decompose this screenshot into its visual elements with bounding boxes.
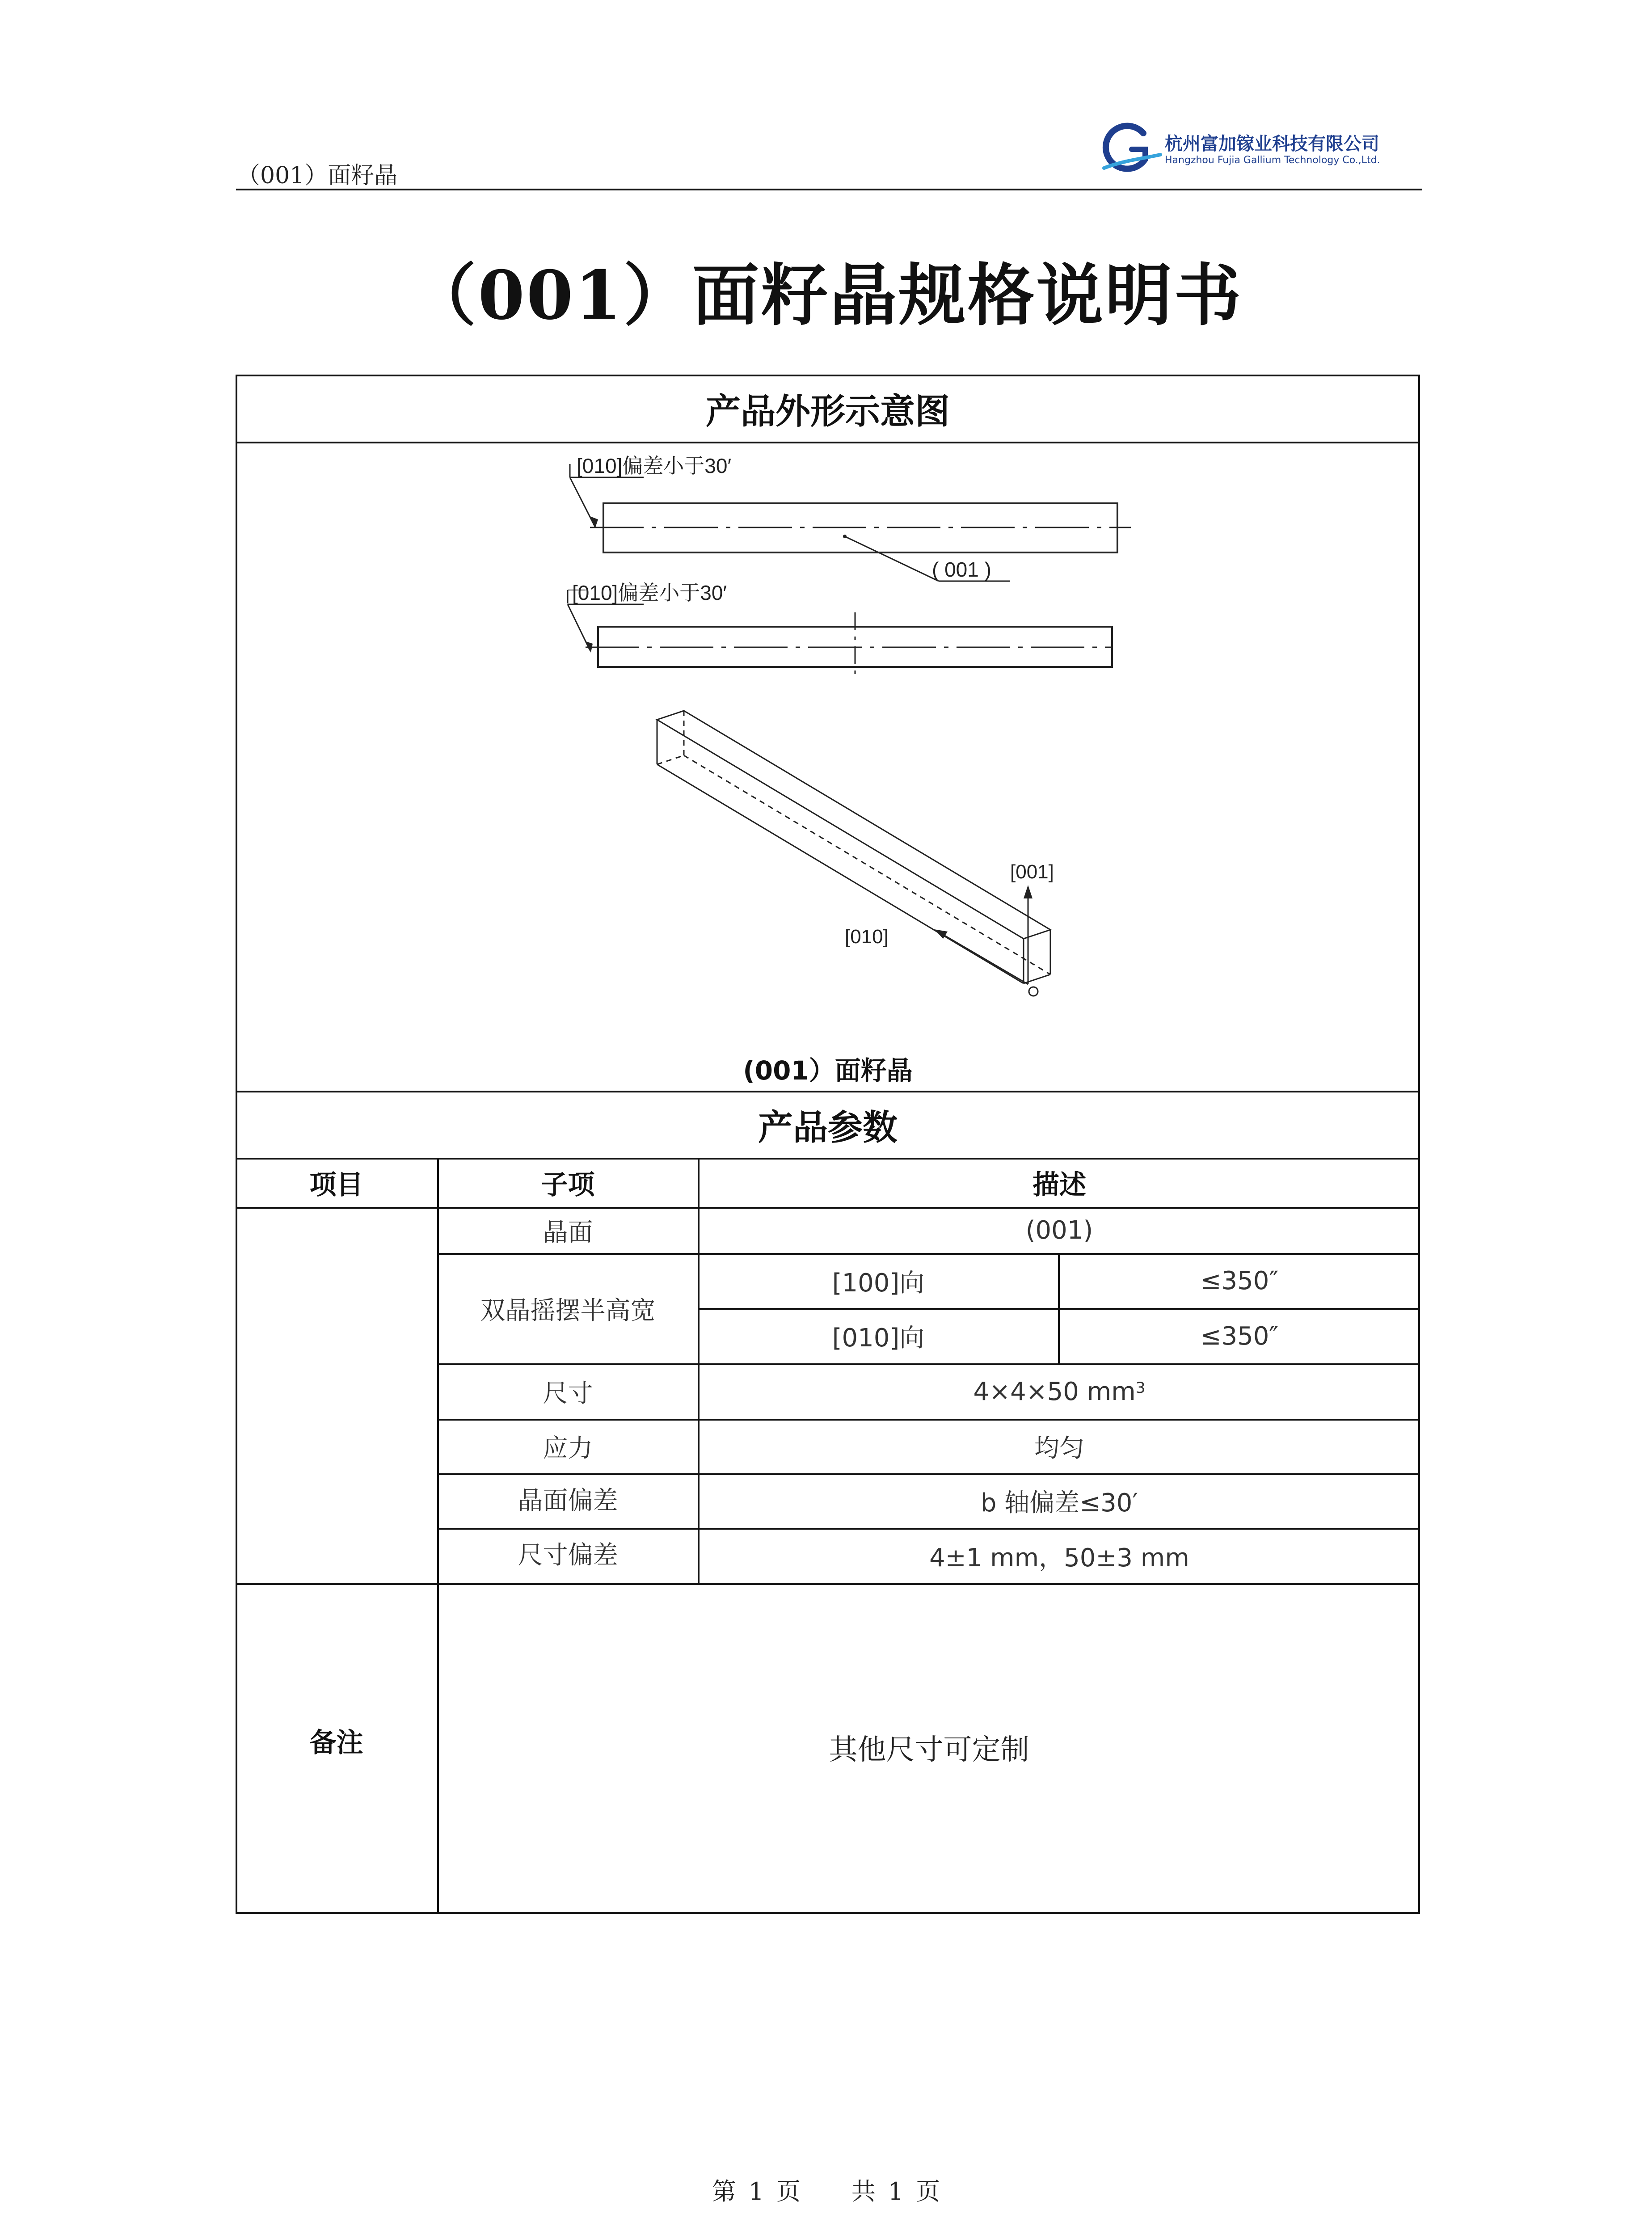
prism-3d-view (657, 711, 1050, 996)
footer-page-unit: 页 (776, 2177, 801, 2205)
header-item: 项目 (309, 1169, 363, 1201)
row-face-sub: 晶面 (543, 1218, 593, 1247)
axis-010-label: [010] (845, 926, 889, 948)
document-title: （001）面籽晶规格说明书 (409, 256, 1243, 335)
footer-total-unit: 页 (916, 2177, 940, 2205)
remark-text: 其他尺寸可定制 (829, 1733, 1029, 1767)
row-fwhm-100-value: ≤350″ (1200, 1266, 1279, 1295)
row-size-dev-sub: 尺寸偏差 (518, 1541, 618, 1570)
row-stress-desc: 均匀 (1034, 1434, 1084, 1463)
axis-001-arrowhead (1024, 885, 1032, 898)
header-description: 描述 (1032, 1169, 1086, 1201)
header-divider (236, 189, 1422, 190)
row-face-dev-sub: 晶面偏差 (518, 1486, 618, 1515)
company-name-en: Hangzhou Fujia Gallium Technology Co.,Ltd. (1165, 155, 1380, 166)
row-size-desc (699, 1364, 1420, 1419)
footer-page-number: 1 (748, 2177, 764, 2205)
remark-label: 备注 (309, 1727, 363, 1758)
row-fwhm-sub: 双晶摇摆半高宽 (480, 1296, 656, 1325)
footer-total-label: 共 (851, 2177, 876, 2205)
company-logo-icon (1095, 120, 1162, 178)
mid-bar-note: [010]偏差小于30′ (572, 581, 727, 604)
size-unit-exponent: 3 (1135, 1379, 1146, 1397)
company-logo (1095, 120, 1408, 178)
header-subitem: 子项 (541, 1169, 595, 1201)
company-name-cn: 杭州富加镓业科技有限公司 (1165, 134, 1379, 154)
params-section-title: 产品参数 (758, 1108, 898, 1148)
row-face-dev-desc: b 轴偏差≤30′ (980, 1489, 1138, 1518)
footer-total-number: 1 (888, 2177, 904, 2205)
row-face-desc: (001) (1025, 1216, 1093, 1245)
page-footer (0, 2172, 1652, 2207)
row-size-dev-desc: 4±1 mm，50±3 mm (929, 1543, 1189, 1573)
face-label: ( 001 ) (932, 558, 991, 581)
row-fwhm-010-value: ≤350″ (1200, 1321, 1279, 1351)
header-doc-label: （001）面籽晶 (237, 162, 398, 189)
row-size-sub: 尺寸 (543, 1379, 593, 1408)
crystal-diagram (554, 443, 1162, 1024)
axis-001-label: [001] (1010, 861, 1054, 883)
size-value: 4×4×50 mm (973, 1377, 1136, 1406)
row-fwhm-010-dir: [010]向 (832, 1324, 925, 1353)
shape-section-title: 产品外形示意图 (705, 392, 950, 432)
footer-page-label: 第 (712, 2177, 736, 2205)
diagram-caption: (001）面籽晶 (743, 1055, 913, 1086)
row-stress-sub: 应力 (543, 1434, 593, 1463)
top-bar-note: [010]偏差小于30′ (577, 454, 732, 477)
row-fwhm-100-dir: [100]向 (832, 1268, 925, 1298)
top-bar-view (570, 464, 1131, 581)
